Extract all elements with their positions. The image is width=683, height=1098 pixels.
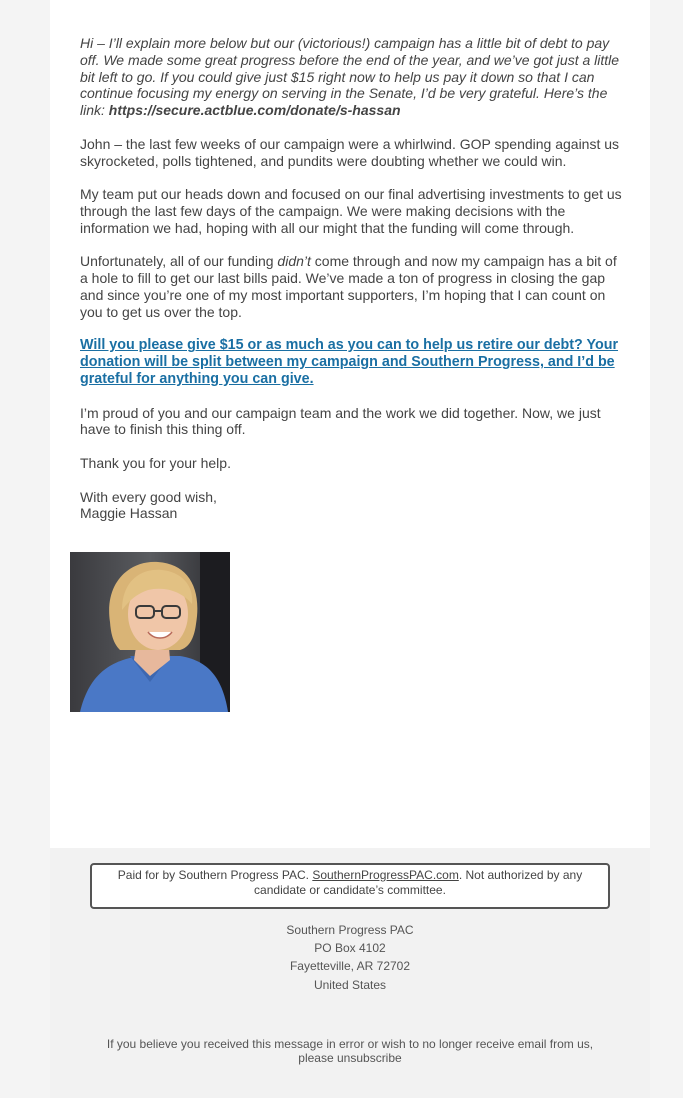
- signoff-name: Maggie Hassan: [80, 505, 178, 522]
- signoff: [80, 489, 625, 523]
- email-card: [50, 0, 650, 848]
- donation-ask-link[interactable]: Will you please give $15 or as much as you can to help us retire our debt? Your donation will be split between my campaign and Southern Progress, and I’d be grateful for anything you can give.: [80, 337, 619, 387]
- portrait-image: [70, 552, 230, 712]
- candidate-photo: [70, 552, 230, 712]
- intro-text: Hi – I’ll explain more below but our (victorious!) campaign has a little bit of debt to pay off. We made some great progress before the end of the year, and we’ve got just a little bit left to go. If you could give just $15 right now to help us pay it down so that I can continue focusing my energy on serving in the Senate, I’d be very grateful. Here’s the link:: [80, 35, 620, 119]
- address-line-1: PO Box 4102: [314, 941, 386, 956]
- signoff-greeting: With every good wish,: [80, 488, 217, 505]
- disclaimer-text-start: Paid for by Southern Progress PAC.: [117, 868, 313, 882]
- body-paragraph-3-end: come through and now my campaign has a bit of a hole to fill to get our last bills paid. We’ve made a ton of progress in closing the gap and since you’re one of my most important supporters, I’m hoping that I can count on you to get us over the top.: [80, 253, 617, 320]
- body-paragraph-5: Thank you for your help.: [80, 454, 231, 471]
- body-paragraph-2: My team put our heads down and focused on our final advertising investments to get us through the last few days of the campaign. We were making decisions with the information we had, hoping with all our might that the funding will come through.: [80, 186, 622, 236]
- address-country: United States: [313, 977, 387, 992]
- email-footer: [50, 848, 650, 1098]
- body-paragraph-3: [80, 253, 625, 320]
- email-content: [80, 35, 625, 539]
- emphasis-didnt: didn’t: [277, 253, 311, 270]
- unsubscribe-link[interactable]: If you believe you received this message in error or wish to no longer receive email from us, please unsubscribe: [106, 1037, 594, 1065]
- unsubscribe-notice: [90, 1037, 610, 1065]
- mailing-address: [50, 921, 650, 994]
- pac-website-link[interactable]: SouthernProgressPAC.com: [312, 868, 459, 882]
- paid-for-disclaimer: [90, 863, 610, 909]
- body-paragraph-3-start: Unfortunately, all of our funding: [80, 253, 278, 270]
- address-line-2: Fayetteville, AR 72702: [289, 959, 411, 974]
- body-paragraph-4: I’m proud of you and our campaign team and the work we did together. Now, we just have to finish this thing off.: [80, 404, 601, 438]
- disclaimer-text-end: . Not authorized by any candidate or candidate’s committee.: [254, 868, 583, 897]
- intro-paragraph: [80, 35, 625, 119]
- address-name: Southern Progress PAC: [286, 923, 414, 937]
- body-paragraph-1: John – the last few weeks of our campaign were a whirlwind. GOP spending against us skyrocketed, polls tightened, and pundits were doubting whether we could win.: [80, 135, 620, 169]
- donate-link[interactable]: https://secure.actblue.com/donate/s-hassan: [108, 102, 401, 119]
